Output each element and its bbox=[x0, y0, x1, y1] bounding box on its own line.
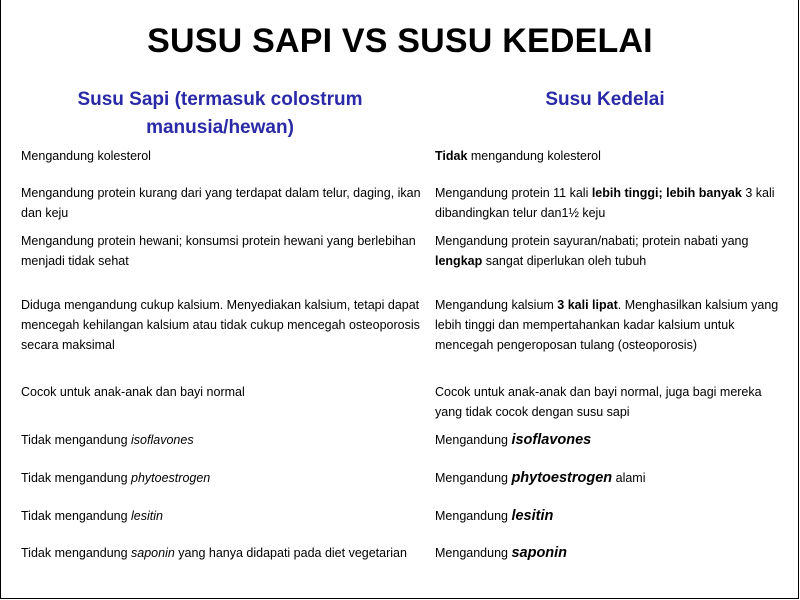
cell-susu-sapi: Tidak mengandung saponin yang hanya didapati pada diet vegetarian bbox=[21, 546, 407, 560]
cell-susu-kedelai: Mengandung lesitin bbox=[435, 508, 554, 524]
cell-susu-sapi: Mengandung protein kurang dari yang terdapat dalam telur, daging, ikan dan keju bbox=[21, 186, 421, 220]
cell-susu-sapi: Diduga mengandung cukup kalsium. Menyediakan kalsium, tetapi dapat mencegah kehilangan kalsium atau tidak cukup mencegah osteoporosis secara maksimal bbox=[21, 298, 420, 352]
cell-susu-kedelai: Tidak mengandung kolesterol bbox=[435, 149, 601, 163]
cell-susu-sapi: Tidak mengandung phytoestrogen bbox=[21, 471, 211, 485]
cell-susu-kedelai: Mengandung protein sayuran/nabati; protein nabati yang lengkap sangat diperlukan oleh tubuh bbox=[435, 234, 749, 268]
cell-susu-kedelai: Mengandung phytoestrogen alami bbox=[435, 470, 646, 486]
cell-susu-kedelai: Mengandung isoflavones bbox=[435, 432, 592, 448]
cell-susu-sapi: Mengandung protein hewani; konsumsi protein hewani yang berlebihan menjadi tidak sehat bbox=[21, 234, 416, 268]
header-susu-sapi: Susu Sapi (termasuk colostrum manusia/hewan) bbox=[77, 89, 363, 138]
cell-susu-kedelai: Cocok untuk anak-anak dan bayi normal, juga bagi mereka yang tidak cocok dengan susu sapi bbox=[435, 385, 762, 419]
cell-susu-kedelai: Mengandung kalsium 3 kali lipat. Menghasilkan kalsium yang lebih tinggi dan mempertahankan kadar kalsium untuk mencegah pengeroposan tulang (osteoporosis) bbox=[435, 298, 779, 352]
cell-susu-sapi: Tidak mengandung lesitin bbox=[21, 509, 163, 523]
cell-susu-kedelai: Mengandung saponin bbox=[435, 545, 568, 561]
header-susu-kedelai: Susu Kedelai bbox=[545, 89, 665, 110]
slide-title: SUSU SAPI VS SUSU KEDELAI bbox=[147, 22, 653, 60]
cell-susu-sapi: Cocok untuk anak-anak dan bayi normal bbox=[21, 385, 245, 399]
cell-susu-kedelai: Mengandung protein 11 kali lebih tinggi; lebih banyak 3 kali dibandingkan telur dan1½ keju bbox=[435, 186, 775, 220]
cell-susu-sapi: Mengandung kolesterol bbox=[21, 149, 151, 163]
cell-susu-sapi: Tidak mengandung isoflavones bbox=[21, 433, 194, 447]
